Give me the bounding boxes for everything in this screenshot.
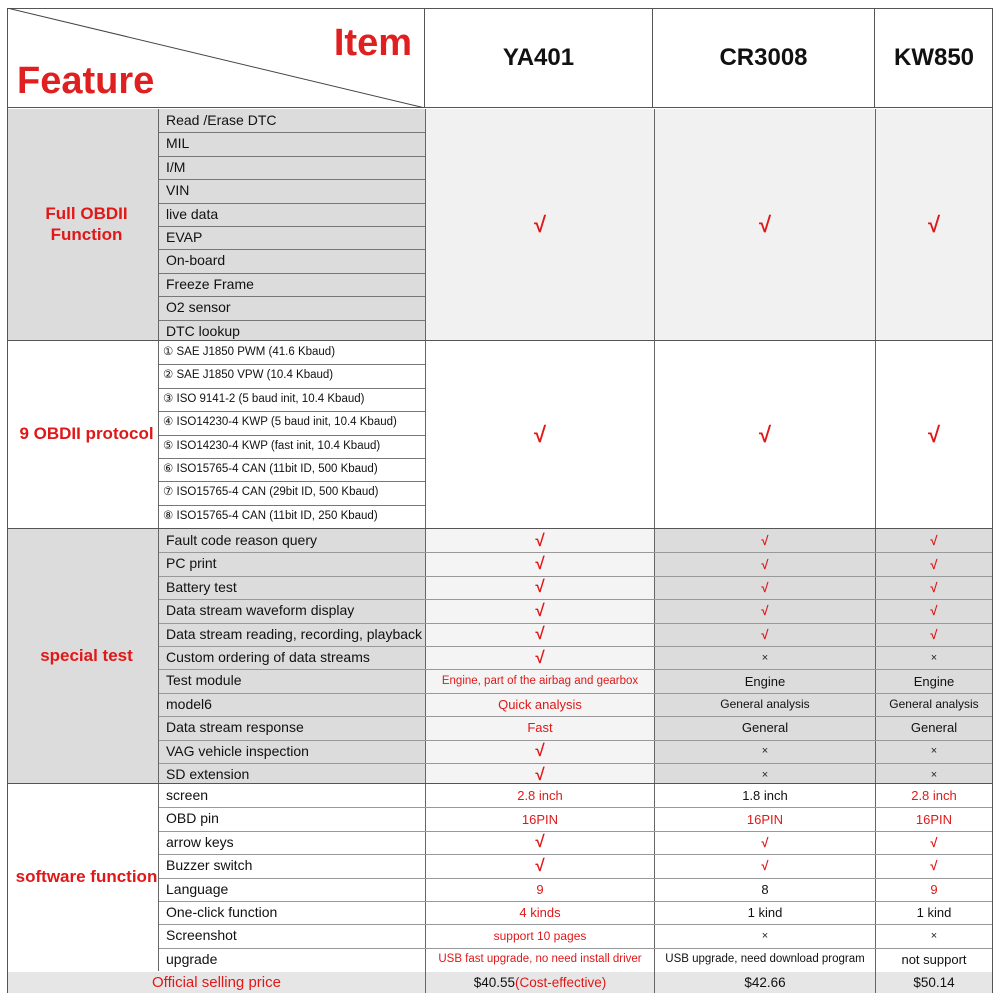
cell-kw850: √ [930, 858, 938, 874]
cell-ya401: Quick analysis [498, 696, 582, 712]
price-ya401-note: (Cost-effective) [515, 975, 607, 990]
cell-cr3008: 16PIN [746, 811, 784, 827]
price-kw850: $50.14 [913, 975, 955, 990]
row-divider [159, 203, 425, 204]
cell-ya401: √ [535, 577, 545, 597]
cell-kw850: × [930, 651, 938, 664]
cell-ya401: √ [535, 764, 545, 784]
row-divider [159, 388, 425, 389]
cell-ya401: 9 [536, 881, 544, 897]
group-label-obdii-protocol: 9 OBDII protocol [19, 424, 154, 444]
cell-cr3008: 1 kind [747, 905, 783, 921]
row-divider [159, 364, 425, 365]
feature-label: MIL [166, 135, 190, 152]
feature-label: Buzzer switch [166, 857, 253, 874]
cell-cr3008: General analysis [720, 697, 810, 712]
cell-cr3008: √ [761, 626, 769, 642]
feature-label: live data [166, 205, 219, 222]
row-divider [159, 296, 425, 297]
check-icon: √ [533, 421, 547, 447]
cell-ya401: √ [535, 741, 545, 761]
feature-label: arrow keys [166, 833, 234, 850]
feature-label: Data stream response [166, 719, 304, 736]
cell-ya401: √ [535, 530, 545, 550]
row-divider [159, 273, 425, 274]
cell-ya401: √ [535, 832, 545, 852]
cell-kw850: 2.8 inch [911, 788, 957, 804]
cell-ya401: support 10 pages [493, 929, 587, 944]
price-cr3008: $42.66 [744, 975, 786, 990]
cell-cr3008: √ [761, 858, 769, 874]
table-header [7, 8, 993, 108]
feature-label: DTC lookup [166, 322, 240, 339]
cell-kw850: 9 [930, 881, 938, 897]
feature-label: One-click function [166, 904, 278, 920]
feature-label: VAG vehicle inspection [166, 742, 309, 759]
cell-kw850: √ [930, 834, 938, 850]
cell-ya401: √ [535, 647, 545, 667]
cell-ya401: USB fast upgrade, no need install driver [438, 953, 642, 966]
group-label-special-test: special test [40, 645, 133, 665]
feature-label: I/M [166, 158, 186, 175]
cell-cr3008: × [761, 768, 769, 781]
cell-kw850: 1 kind [916, 905, 952, 921]
cell-kw850: not support [901, 951, 967, 967]
check-icon: √ [927, 211, 941, 237]
cell-kw850: × [930, 768, 938, 781]
group-label-full-obdii: Full OBDII Function [45, 204, 128, 244]
row-divider [159, 505, 425, 506]
group-label-software-function: software function [15, 867, 158, 887]
cell-kw850: √ [930, 603, 938, 619]
cell-kw850: × [930, 745, 938, 758]
feature-label: Read /Erase DTC [166, 112, 277, 128]
cell-cr3008: USB upgrade, need download program [665, 953, 865, 966]
feature-label: Data stream reading, recording, playback [166, 625, 423, 642]
feature-label: OBD pin [166, 810, 219, 827]
cell-cr3008: × [761, 930, 769, 943]
check-icon: √ [758, 211, 772, 237]
row-divider [159, 156, 425, 157]
cell-cr3008: √ [761, 603, 769, 619]
item-heading: Item [333, 22, 412, 64]
feature-label: upgrade [166, 950, 218, 967]
header-diagonal-cell [7, 8, 425, 108]
cell-ya401: √ [535, 554, 545, 574]
feature-label: Screenshot [166, 927, 237, 944]
cell-kw850: Engine [913, 673, 955, 689]
feature-label: PC print [166, 555, 217, 572]
feature-label: screen [166, 787, 209, 803]
cell-ya401: Fast [527, 720, 553, 736]
price-ya401 [426, 972, 654, 993]
feature-label: ⑦ ISO15765-4 CAN (29bit ID, 500 Kbaud) [163, 486, 379, 499]
cell-kw850: General analysis [889, 697, 979, 712]
price-label: Official selling price [152, 974, 281, 991]
feature-label: ④ ISO14230-4 KWP (5 baud init, 10.4 Kbaud) [163, 416, 397, 429]
row-divider [159, 249, 425, 250]
cell-ya401: √ [535, 600, 545, 620]
cell-kw850: √ [930, 556, 938, 572]
cell-ya401: √ [535, 624, 545, 644]
check-icon: √ [758, 421, 772, 447]
feature-label: SD extension [166, 766, 250, 782]
cell-ya401: √ [535, 855, 545, 875]
feature-label: VIN [166, 182, 190, 199]
cell-ya401: Engine, part of the airbag and gearbox [441, 675, 639, 688]
cell-cr3008: 8 [761, 881, 769, 897]
row-divider [159, 411, 425, 412]
feature-label: O2 sensor [166, 299, 231, 316]
row-divider [159, 132, 425, 133]
feature-label: ⑥ ISO15765-4 CAN (11bit ID, 500 Kbaud) [163, 463, 378, 475]
column-header-cr3008: CR3008 [653, 8, 875, 108]
cell-kw850: × [930, 930, 938, 943]
feature-label: ③ ISO 9141-2 (5 baud init, 10.4 Kbaud) [163, 392, 365, 405]
column-header-kw850: KW850 [893, 44, 975, 71]
feature-label: On-board [166, 252, 226, 269]
feature-label: Custom ordering of data streams [166, 649, 370, 665]
feature-heading: Feature [17, 60, 155, 102]
feature-label: EVAP [166, 229, 203, 245]
cell-ya401: 16PIN [521, 811, 559, 827]
row-divider [159, 320, 425, 321]
cell-cr3008: 1.8 inch [742, 788, 788, 804]
feature-label: Freeze Frame [166, 275, 254, 292]
cell-kw850: General [910, 720, 958, 736]
cell-cr3008: √ [761, 556, 769, 572]
cell-ya401: 2.8 inch [517, 788, 563, 804]
feature-label: ⑤ ISO14230-4 KWP (fast init, 10.4 Kbaud) [163, 439, 381, 452]
row-divider [159, 481, 425, 482]
cell-cr3008: √ [761, 579, 769, 595]
feature-label: Battery test [166, 578, 237, 595]
feature-label: Language [166, 880, 229, 897]
cell-kw850: √ [930, 579, 938, 595]
row-divider [159, 226, 425, 227]
cell-ya401: 4 kinds [519, 905, 561, 921]
cell-kw850: 16PIN [915, 811, 953, 827]
check-icon: √ [533, 211, 547, 237]
feature-label: model6 [166, 695, 212, 712]
feature-label: Data stream waveform display [166, 602, 355, 619]
feature-label: ⑧ ISO15765-4 CAN (11bit ID, 250 Kbaud) [163, 509, 378, 522]
row-divider [159, 435, 425, 436]
row-divider [159, 458, 425, 459]
cell-cr3008: × [761, 651, 769, 664]
cell-cr3008: √ [761, 834, 769, 850]
column-header-ya401: YA401 [425, 8, 653, 108]
feature-label: Fault code reason query [166, 532, 317, 548]
feature-label: ① SAE J1850 PWM (41.6 Kbaud) [163, 346, 336, 358]
check-icon: √ [927, 421, 941, 447]
feature-label: Test module [166, 672, 242, 689]
row-divider [159, 179, 425, 180]
cell-cr3008: × [761, 745, 769, 758]
cell-kw850: √ [930, 533, 938, 549]
feature-label: ② SAE J1850 VPW (10.4 Kbaud) [163, 369, 334, 382]
cell-cr3008: Engine [744, 673, 786, 689]
cell-cr3008: General [741, 720, 789, 736]
cell-kw850: √ [930, 626, 938, 642]
price-ya401-value: $40.55 [473, 975, 515, 990]
cell-cr3008: √ [761, 533, 769, 549]
